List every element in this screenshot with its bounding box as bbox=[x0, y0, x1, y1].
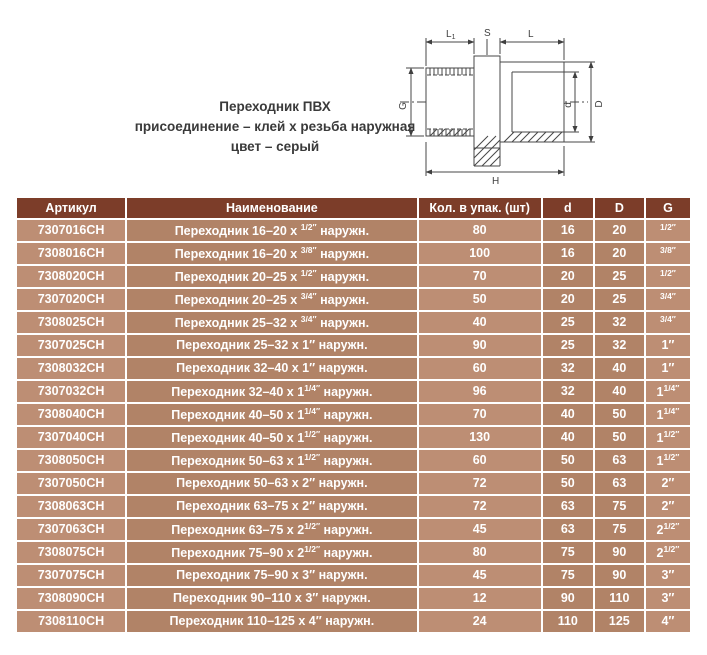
cell-G bbox=[646, 312, 690, 333]
cell-G: 3″ bbox=[646, 588, 690, 609]
cell-G: 1″ bbox=[646, 335, 690, 356]
cell-qty: 90 bbox=[419, 335, 541, 356]
cell-name: Переходник 40–50 х $1^{1/2''}$ наружн. bbox=[127, 427, 416, 448]
cell-qty: 96 bbox=[419, 381, 541, 402]
cell-qty: 70 bbox=[419, 404, 541, 425]
cell-name: Переходник 75–90 х 3″ наружн. bbox=[127, 565, 416, 586]
table-row bbox=[17, 496, 690, 517]
cell-qty: 72 bbox=[419, 473, 541, 494]
inch-fraction: 1/2″ bbox=[304, 521, 321, 532]
cell-name: Переходник 20–25 х $^{1/2''}$ наружн. bbox=[127, 266, 416, 287]
cell-D: 63 bbox=[595, 450, 644, 471]
cell-qty: 80 bbox=[419, 542, 541, 563]
cell-d: 40 bbox=[543, 404, 593, 425]
cell-G: 1″ bbox=[646, 358, 690, 379]
inch-fraction: 3/8″ bbox=[659, 245, 676, 256]
cell-D: 50 bbox=[595, 427, 644, 448]
cell-qty: 50 bbox=[419, 289, 541, 310]
cell-d: 50 bbox=[543, 450, 593, 471]
table-header-row bbox=[17, 198, 690, 218]
cell-G: 4″ bbox=[646, 611, 690, 632]
cell-d: 110 bbox=[543, 611, 593, 632]
inch-fraction: 1/4″ bbox=[304, 383, 321, 394]
inch-fraction: 1/2″ bbox=[304, 452, 321, 463]
cell-article: 7308032CH bbox=[17, 358, 125, 379]
cell-qty: 72 bbox=[419, 496, 541, 517]
cell-name: Переходник 63–75 х 2″ наружн. bbox=[127, 496, 416, 517]
inch-fraction: 3/4″ bbox=[300, 291, 317, 302]
cell-d: 25 bbox=[543, 335, 593, 356]
cell-D: 40 bbox=[595, 358, 644, 379]
cell-name: Переходник 50–63 х $1^{1/2''}$ наружн. bbox=[127, 450, 416, 471]
cell-article: 7308090CH bbox=[17, 588, 125, 609]
cell-article: 7307032CH bbox=[17, 381, 125, 402]
col-header-G: G bbox=[646, 198, 690, 218]
cell-D: 110 bbox=[595, 588, 644, 609]
cell-name: Переходник 40–50 х $1^{1/4''}$ наружн. bbox=[127, 404, 416, 425]
cell-D: 63 bbox=[595, 473, 644, 494]
table-body bbox=[17, 220, 690, 632]
cell-qty: 45 bbox=[419, 519, 541, 540]
cell-article: 7308016CH bbox=[17, 243, 125, 264]
inch-fraction: 3/8″ bbox=[300, 245, 317, 256]
cell-name: Переходник 90–110 х 3″ наружн. bbox=[127, 588, 416, 609]
cell-G: $1^{1/2''}$ bbox=[646, 427, 690, 448]
cell-article: 7307016CH bbox=[17, 220, 125, 241]
cell-D: 20 bbox=[595, 220, 644, 241]
inch-fraction: 1/2″ bbox=[300, 222, 317, 233]
inch-fraction: 1/4″ bbox=[663, 406, 680, 417]
cell-article: 7307050CH bbox=[17, 473, 125, 494]
col-header-D: D bbox=[595, 198, 644, 218]
cell-d: 90 bbox=[543, 588, 593, 609]
table-row bbox=[17, 588, 690, 609]
cell-article: 7308110CH bbox=[17, 611, 125, 632]
table-row bbox=[17, 243, 690, 264]
cell-article: 7307020CH bbox=[17, 289, 125, 310]
cell-qty: 70 bbox=[419, 266, 541, 287]
cell-article: 7308050CH bbox=[17, 450, 125, 471]
cell-qty: 60 bbox=[419, 358, 541, 379]
cell-qty: 24 bbox=[419, 611, 541, 632]
cell-name: Переходник 63–75 х $2^{1/2''}$ наружн. bbox=[127, 519, 416, 540]
inch-fraction: 1/2″ bbox=[663, 544, 680, 555]
table-row bbox=[17, 519, 690, 540]
table-row bbox=[17, 473, 690, 494]
cell-D: 125 bbox=[595, 611, 644, 632]
inch-fraction: 3/4″ bbox=[659, 314, 676, 325]
product-title-line2: присоединение – клей х резьба наружная bbox=[134, 119, 416, 134]
cell-article: 7308075CH bbox=[17, 542, 125, 563]
table-row bbox=[17, 312, 690, 333]
cell-name: Переходник 50–63 х 2″ наружн. bbox=[127, 473, 416, 494]
cell-d: 63 bbox=[543, 496, 593, 517]
cell-qty: 60 bbox=[419, 450, 541, 471]
cell-D: 25 bbox=[595, 266, 644, 287]
cell-qty: 12 bbox=[419, 588, 541, 609]
cell-D: 32 bbox=[595, 312, 644, 333]
inch-fraction: 1/2″ bbox=[659, 268, 676, 279]
cell-d: 40 bbox=[543, 427, 593, 448]
inch-fraction: 1/2″ bbox=[304, 429, 321, 440]
inch-fraction: 1/2″ bbox=[300, 268, 317, 279]
inch-fraction: 1/4″ bbox=[663, 383, 680, 394]
cell-D: 50 bbox=[595, 404, 644, 425]
table-row bbox=[17, 381, 690, 402]
cell-article: 7307025CH bbox=[17, 335, 125, 356]
col-header-article: Артикул bbox=[17, 198, 125, 218]
cell-qty: 100 bbox=[419, 243, 541, 264]
cell-name: Переходник 25–32 х 1″ наружн. bbox=[127, 335, 416, 356]
cell-name: Переходник 16–20 х $^{1/2''}$ наружн. bbox=[127, 220, 416, 241]
cell-G: $1^{1/4''}$ bbox=[646, 404, 690, 425]
table-row bbox=[17, 611, 690, 632]
cell-d: 20 bbox=[543, 266, 593, 287]
dim-label-g: G bbox=[398, 102, 409, 110]
cell-article: 7308040CH bbox=[17, 404, 125, 425]
dim-label-l: L bbox=[528, 29, 534, 40]
table-row bbox=[17, 289, 690, 310]
cell-article: 7308025CH bbox=[17, 312, 125, 333]
cell-d: 32 bbox=[543, 358, 593, 379]
cell-G: $1^{1/4''}$ bbox=[646, 381, 690, 402]
table-row bbox=[17, 220, 690, 241]
cell-name: Переходник 75–90 х $2^{1/2''}$ наружн. bbox=[127, 542, 416, 563]
cell-G bbox=[646, 266, 690, 287]
cell-G bbox=[646, 220, 690, 241]
col-header-name: Наименование bbox=[127, 198, 416, 218]
cell-G: $2^{1/2''}$ bbox=[646, 542, 690, 563]
dim-label-l1: $L_1$ bbox=[446, 29, 456, 41]
cell-name: Переходник 32–40 х 1″ наружн. bbox=[127, 358, 416, 379]
cell-D: 75 bbox=[595, 496, 644, 517]
col-header-d: d bbox=[543, 198, 593, 218]
table-row bbox=[17, 335, 690, 356]
inch-fraction: 1/2″ bbox=[663, 429, 680, 440]
cell-article: 7308063CH bbox=[17, 496, 125, 517]
cell-G bbox=[646, 289, 690, 310]
table-row bbox=[17, 358, 690, 379]
cell-G bbox=[646, 243, 690, 264]
table-row bbox=[17, 266, 690, 287]
cell-G: $1^{1/2''}$ bbox=[646, 450, 690, 471]
cell-qty: 80 bbox=[419, 220, 541, 241]
dim-label-d: d bbox=[563, 102, 574, 108]
cell-D: 75 bbox=[595, 519, 644, 540]
inch-fraction: 1/2″ bbox=[659, 222, 676, 233]
cell-qty: 40 bbox=[419, 312, 541, 333]
dim-label-s: S bbox=[484, 28, 491, 39]
cell-G: 3″ bbox=[646, 565, 690, 586]
cell-d: 50 bbox=[543, 473, 593, 494]
cell-d: 16 bbox=[543, 243, 593, 264]
cell-qty: 45 bbox=[419, 565, 541, 586]
cell-d: 63 bbox=[543, 519, 593, 540]
cell-article: 7307075CH bbox=[17, 565, 125, 586]
product-title bbox=[116, 97, 434, 157]
inch-fraction: 1/2″ bbox=[304, 544, 321, 555]
cell-article: 7308020CH bbox=[17, 266, 125, 287]
cell-D: 20 bbox=[595, 243, 644, 264]
cell-article: 7307040CH bbox=[17, 427, 125, 448]
cell-d: 75 bbox=[543, 565, 593, 586]
inch-fraction: 3/4″ bbox=[659, 291, 676, 302]
table-row bbox=[17, 542, 690, 563]
cell-d: 16 bbox=[543, 220, 593, 241]
dim-label-D: D bbox=[594, 100, 605, 108]
cell-D: 40 bbox=[595, 381, 644, 402]
product-title-line1: Переходник ПВХ bbox=[219, 99, 331, 114]
cell-d: 20 bbox=[543, 289, 593, 310]
cell-qty: 130 bbox=[419, 427, 541, 448]
cell-d: 25 bbox=[543, 312, 593, 333]
inch-fraction: 1/2″ bbox=[663, 521, 680, 532]
adapter-technical-drawing bbox=[394, 26, 654, 186]
cell-article: 7307063CH bbox=[17, 519, 125, 540]
cell-D: 90 bbox=[595, 542, 644, 563]
cell-name: Переходник 20–25 х $^{3/4''}$ наружн. bbox=[127, 289, 416, 310]
table-row bbox=[17, 404, 690, 425]
col-header-qty: Кол. в упак. (шт) bbox=[419, 198, 541, 218]
cell-name: Переходник 16–20 х $^{3/8''}$ наружн. bbox=[127, 243, 416, 264]
table-row bbox=[17, 427, 690, 448]
cell-G: 2″ bbox=[646, 473, 690, 494]
cell-name: Переходник 110–125 х 4″ наружн. bbox=[127, 611, 416, 632]
inch-fraction: 3/4″ bbox=[300, 314, 317, 325]
cell-G: $2^{1/2''}$ bbox=[646, 519, 690, 540]
cell-d: 75 bbox=[543, 542, 593, 563]
inch-fraction: 1/4″ bbox=[304, 406, 321, 417]
cell-name: Переходник 25–32 х $^{3/4''}$ наружн. bbox=[127, 312, 416, 333]
dim-label-h: H bbox=[492, 176, 500, 186]
cell-G: 2″ bbox=[646, 496, 690, 517]
cell-D: 90 bbox=[595, 565, 644, 586]
cell-name: Переходник 32–40 х $1^{1/4''}$ наружн. bbox=[127, 381, 416, 402]
inch-fraction: 1/2″ bbox=[663, 452, 680, 463]
product-title-line3: цвет – серый bbox=[230, 139, 320, 154]
table-row bbox=[17, 450, 690, 471]
table-row bbox=[17, 565, 690, 586]
cell-D: 32 bbox=[595, 335, 644, 356]
technical-drawing-container bbox=[394, 26, 654, 186]
product-table bbox=[15, 196, 692, 634]
cell-D: 25 bbox=[595, 289, 644, 310]
cell-d: 32 bbox=[543, 381, 593, 402]
